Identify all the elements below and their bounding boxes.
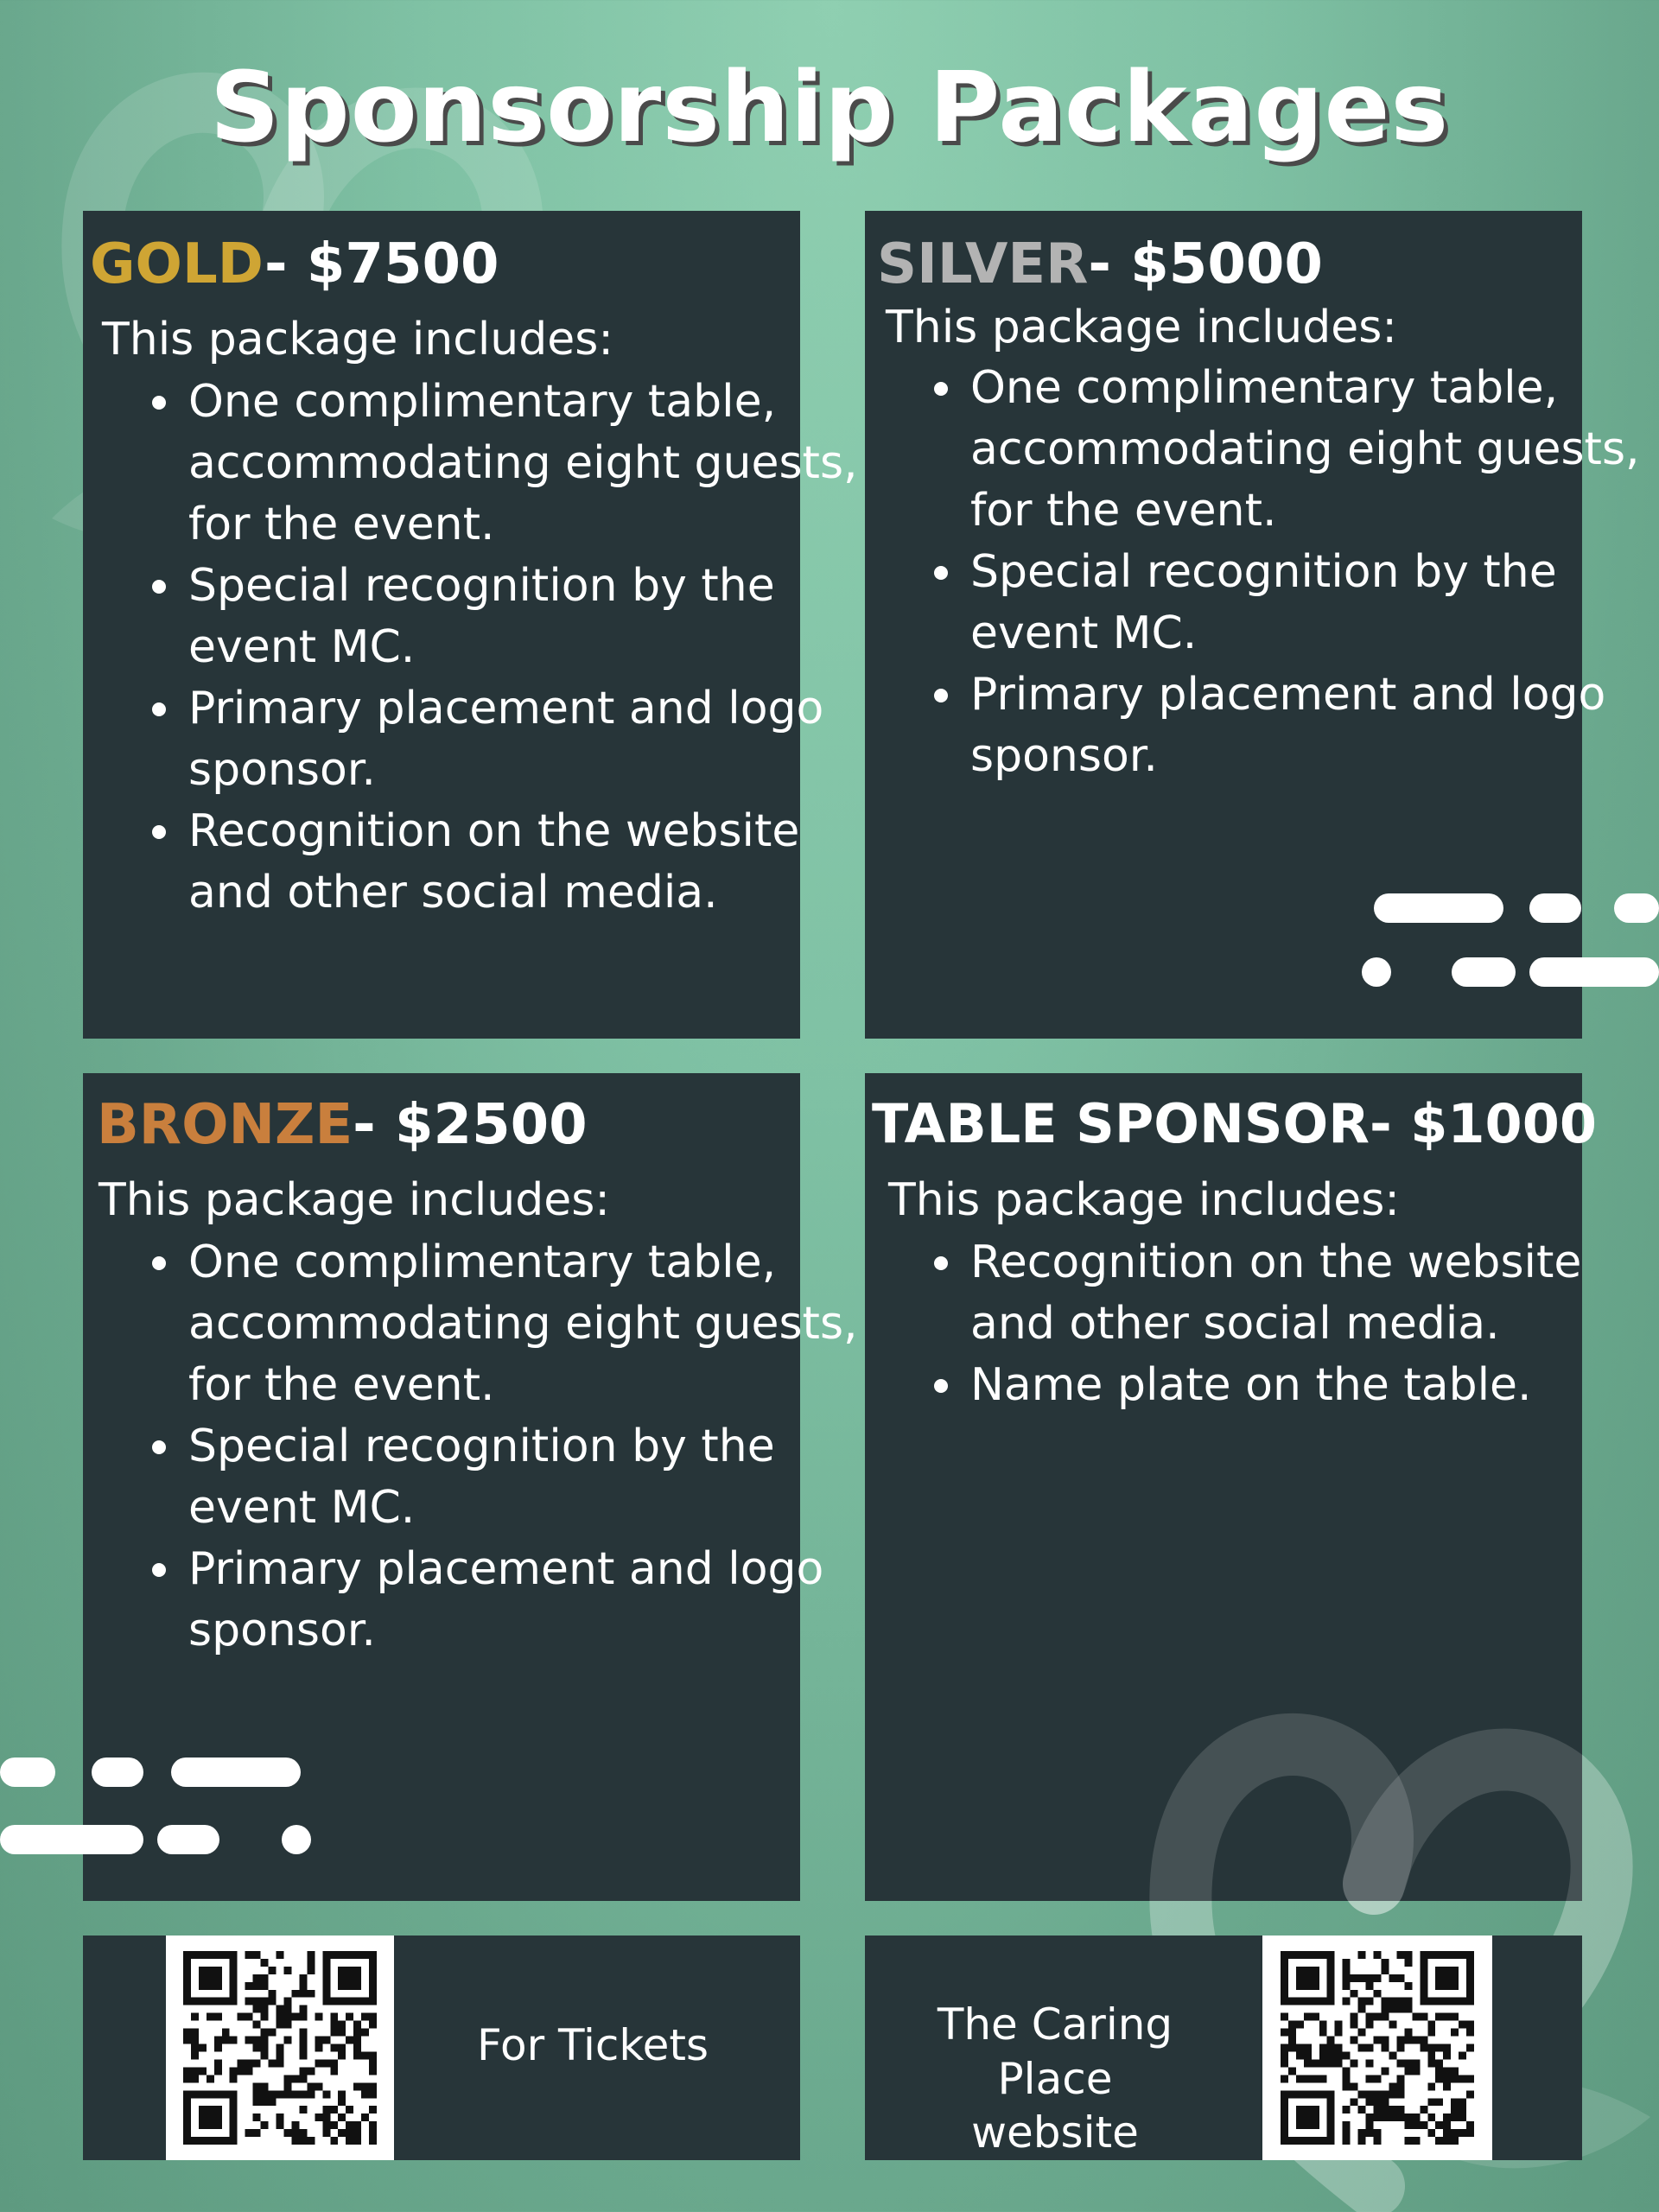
list-item: Name plate on the table. <box>970 1355 1659 1416</box>
tickets-qr-panel <box>83 1936 800 2160</box>
page-title: Sponsorship Packages <box>209 52 1450 164</box>
package-intro-gold: This package includes: <box>102 314 613 365</box>
list-item: Special recognition by the event MC. <box>188 1416 897 1539</box>
decor-dash <box>1614 893 1659 923</box>
package-list-silver <box>865 358 1659 787</box>
website-label <box>882 1998 1228 2160</box>
decor-dash <box>1529 957 1659 987</box>
list-item: Primary placement and logo sponsor. <box>970 664 1659 787</box>
list-item: One complimentary table, accommodating eight guests, for the event. <box>188 1232 897 1416</box>
qr-code-icon <box>166 1936 394 2160</box>
website-qr-panel <box>865 1936 1582 2160</box>
tier-price-silver: - $5000 <box>1088 232 1323 296</box>
list-item: Primary placement and logo sponsor. <box>188 1539 897 1662</box>
tier-name-gold: GOLD <box>90 232 265 296</box>
decor-dash <box>0 1758 55 1787</box>
list-item: One complimentary table, accommodating eight guests, for the event. <box>970 358 1659 542</box>
decor-dash <box>0 1825 143 1854</box>
qr-code-icon <box>1262 1936 1492 2160</box>
list-item: Recognition on the website and other social media. <box>188 801 897 924</box>
tier-price-table-sponsor: - $1000 <box>1369 1092 1597 1155</box>
package-heading-gold <box>90 232 499 296</box>
tickets-label: For Tickets <box>477 2020 709 2070</box>
package-intro-silver: This package includes: <box>886 302 1397 353</box>
decor-dash <box>92 1758 143 1787</box>
decor-dash <box>171 1758 301 1787</box>
package-intro-bronze: This package includes: <box>99 1174 610 1226</box>
package-heading-silver <box>877 232 1323 296</box>
decor-dash <box>157 1825 219 1854</box>
list-item: Special recognition by the event MC. <box>188 556 897 678</box>
package-intro-table-sponsor: This package includes: <box>888 1174 1400 1226</box>
package-list-gold <box>83 372 897 924</box>
website-qr-code[interactable] <box>1262 1936 1492 2160</box>
tier-name-silver: SILVER <box>877 232 1089 296</box>
decor-dash <box>1452 957 1516 987</box>
list-item: Primary placement and logo sponsor. <box>188 678 897 801</box>
package-card-gold <box>83 211 858 1039</box>
tier-name-table-sponsor: TABLE SPONSOR <box>872 1092 1370 1155</box>
package-list-bronze <box>83 1232 897 1662</box>
list-item: One complimentary table, accommodating eight guests, for the event. <box>188 372 897 556</box>
list-item: Recognition on the website and other social media. <box>970 1232 1659 1355</box>
package-heading-bronze <box>97 1093 588 1157</box>
decor-dot <box>1362 957 1391 987</box>
package-heading-table-sponsor <box>872 1092 1597 1155</box>
package-list-table-sponsor <box>865 1232 1659 1416</box>
decor-dash <box>1529 893 1581 923</box>
tickets-qr-code[interactable] <box>166 1936 394 2160</box>
website-label-line1: The Caring Place <box>937 1999 1173 2104</box>
tier-price-bronze: - $2500 <box>353 1093 588 1157</box>
website-label-line2: website <box>971 2107 1139 2158</box>
list-item: Special recognition by the event MC. <box>970 542 1659 664</box>
tier-name-bronze: BRONZE <box>97 1093 353 1157</box>
decor-dash <box>1374 893 1503 923</box>
tier-price-gold: - $7500 <box>264 232 499 296</box>
decor-dot <box>282 1825 311 1854</box>
